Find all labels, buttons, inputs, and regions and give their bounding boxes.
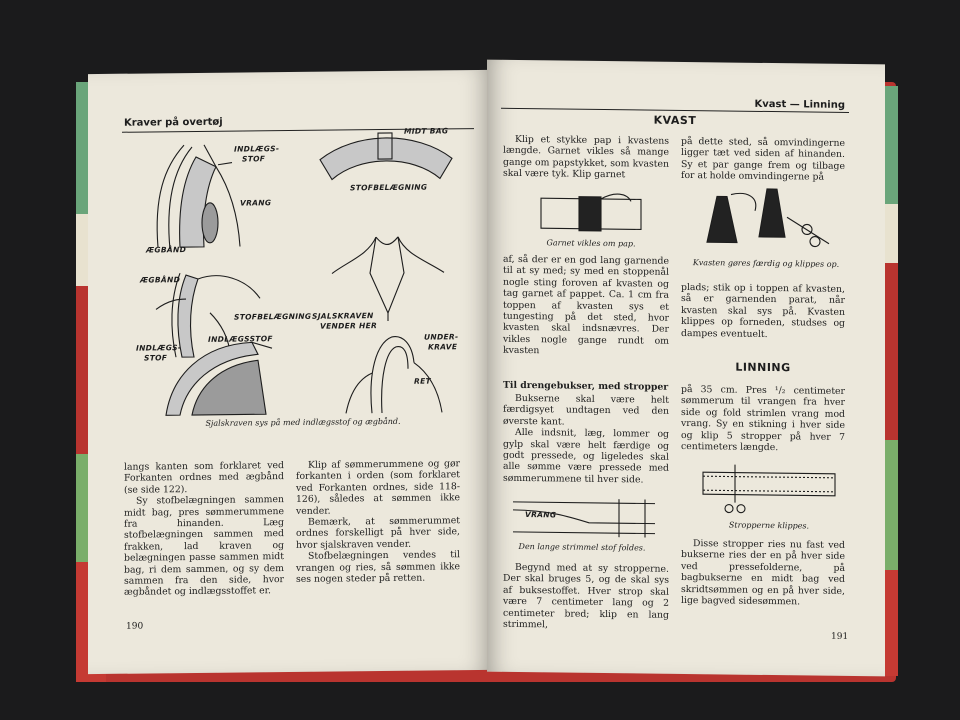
paragraph: Bemærk, at sømmerummet ordnes forskelligt på hver side, hvor sjalskraven vender. xyxy=(296,515,460,551)
linning-column-2 xyxy=(681,384,845,454)
caption-stropper: Stropperne klippes. xyxy=(728,520,810,531)
kvast-column-1b xyxy=(503,254,669,359)
right-page xyxy=(487,60,885,677)
paragraph: Alle indsnit, læg, lommer og gylp skal være helt færdige og godt pressede, og ligeledes skal alle sømme være pressede med sømmerummene til hver side. xyxy=(503,427,669,486)
running-head-left: Kraver på overtøj xyxy=(124,116,223,129)
label-stof-top: STOF xyxy=(242,154,266,164)
label-stofbelaegning-mid: STOFBELÆGNING xyxy=(234,311,312,322)
paragraph: på 35 cm. Pres ¹/₂ centimeter sømmerum til vrangen fra hver side og fold strimlen vrang mod vrang. Sy en stikning i hver side og klip 5 stropper på hver 7 centimeters længde. xyxy=(681,383,845,454)
label-stofbelaegning-top: STOFBELÆGNING xyxy=(350,182,428,193)
paragraph: langs kanten som forklaret ved Forkanten ordnes med ægbånd (se side 122). xyxy=(124,460,284,496)
label-aegbaand-top: ÆGBÅND xyxy=(146,245,187,255)
text-column-left-2 xyxy=(296,458,460,585)
heading-linning: LINNING xyxy=(735,360,791,375)
paragraph: Klip af sømmerummene og gør forkanten i orden (som forklaret ved Forkanten ordnes, side 118-126), således at sømmen ikke vender. xyxy=(296,458,460,517)
page-number-right: 191 xyxy=(831,631,849,642)
label-indlaegs-bottom: INDLÆGS- xyxy=(136,343,182,353)
linning-column-1b xyxy=(503,562,669,632)
label-indlaegsstof-top: INDLÆGS- xyxy=(234,144,280,154)
label-vrang: VRANG xyxy=(240,198,272,208)
paragraph: Disse stropper ries nu fast ved bukserne ries der en på hver side ved pressefolderne, på bagbukserne en midt bag ved skridtsømmen og en på hver side, lige bagved sidesømmen. xyxy=(681,538,845,608)
label-indlaegsstof-bottom: INDLÆGSSTOF xyxy=(208,334,273,344)
yarn-cardboard-illustration xyxy=(527,186,657,238)
label-krave: KRAVE xyxy=(428,342,458,352)
straps-cutting-illustration xyxy=(699,462,839,516)
left-page xyxy=(88,70,490,674)
subhead-drengebukser: Til drengebukser, med stropper xyxy=(503,379,669,393)
page-number-left: 190 xyxy=(126,621,144,632)
paragraph: Begynd med at sy stropperne. Der skal bruges 5, og de skal sys af buksestoffet. Hver strop skal være 7 centimeter lang og 2 centimeter bred; klip en lang strimmel, xyxy=(503,561,669,631)
caption-garnet: Garnet vikles om pap. xyxy=(546,238,636,249)
kvast-column-2b xyxy=(681,282,845,341)
paragraph: Sy stofbelægningen sammen midt bag, pres sømmerummene fra hinanden. Læg stofbelægningen sammen med frakken, lad kraven og belægningen passe sammen midt bag, ri dem sammen, og sy dem sammen fra den side, hvor ægbåndet og indlægsstoffet er. xyxy=(124,494,284,599)
caption-kvasten: Kvasten gøres færdig og klippes op. xyxy=(692,258,840,269)
label-vender-her: VENDER HER xyxy=(320,321,378,331)
label-midt-bag: MIDT BAG xyxy=(404,126,449,136)
linning-column-2b xyxy=(681,538,845,608)
paragraph: plads; stik op i toppen af kvasten, så er garnenden parat, når kvasten skal sys på. Kvasten klippes op forneden, studses og dampes eventuelt. xyxy=(681,281,845,340)
label-vrang-strip: VRANG xyxy=(525,510,557,520)
illustration-caption-left: Sjalskraven sys på med indlægsstof og ægbånd. xyxy=(205,416,401,428)
label-sjalskraven: SJALSKRAVEN xyxy=(312,311,374,321)
running-head-right: Kvast — Linning xyxy=(754,98,845,111)
paragraph: Klip et stykke pap i kvastens længde. Garnet vikles så mange gange om papstykket, som kvasten skal være tyk. Klip garnet xyxy=(503,133,669,181)
paragraph: Stofbelægningen vendes til vrangen og ries, så sømmen ikke ses nogen steder på retten. xyxy=(296,549,460,585)
kvast-column-1 xyxy=(503,134,669,182)
label-stof-bottom: STOF xyxy=(144,353,168,363)
tassel-illustration xyxy=(697,176,837,254)
shawl-collar-illustration xyxy=(328,232,448,323)
paragraph: på dette sted, så omvindingerne ligger tæt ved siden af hinanden. Sy et par gange frem og tilbage for at holde omvindingerne på xyxy=(681,135,845,183)
text-column-left-1 xyxy=(124,460,284,599)
heading-kvast: KVAST xyxy=(653,113,697,128)
linning-column-1 xyxy=(503,393,669,486)
caption-strimmel: Den lange strimmel stof foldes. xyxy=(518,541,646,553)
label-aegbaand-mid: ÆGBÅND xyxy=(140,275,181,285)
label-under: UNDER- xyxy=(424,332,459,342)
label-ret: RET xyxy=(414,376,431,386)
paragraph: af, så der er en god lang garnende til at sy med; sy med en stoppenål nogle sting foroven af kvasten og tag garnet af pappet. Ca. 1 cm fra toppen af kvasten sys et tungesting på det sted, hvor kvasten skal indsnævres. Der vikles nogle gange rundt om kvasten xyxy=(503,253,669,357)
paragraph: Bukserne skal være helt færdigsyet undtagen ved den øverste kant. xyxy=(503,392,669,428)
